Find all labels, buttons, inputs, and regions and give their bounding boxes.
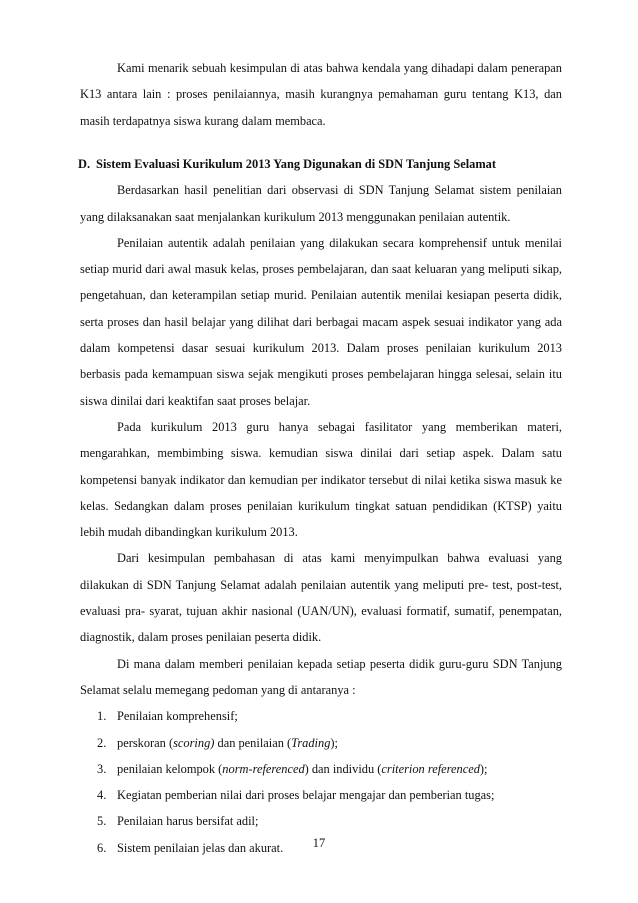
- list-text: penilaian kelompok (: [117, 761, 223, 776]
- section-heading: [78, 151, 562, 177]
- body-paragraph: Dari kesimpulan pembahasan di atas kami menyimpulkan bahwa evaluasi yang dilakukan di SDN Tanjung Selamat adalah penilaian autentik yang meliputi pre- test, post-test, evaluasi pra- syarat, tujuan akhir nasional (UAN/UN), evaluasi formatif, sumatif, penempatan, diagnostik, dalam proses penilaian peserta didik.: [80, 551, 562, 645]
- list-number: 3.: [97, 761, 107, 776]
- body-paragraph: Penilaian autentik adalah penilaian yang dilakukan secara komprehensif untuk menilai setiap murid dari awal masuk kelas, proses pembelajaran, dan saat keluaran yang meliputi sikap, pengetahuan, dan keterampilan setiap murid. Penilaian autentik menilai kesiapan peserta didik, serta proses dan hasil belajar yang dilihat dari berbagai macam aspek sesuai indikator yang ada dalam kompetensi dasar sesuai kurikulum 2013. Dalam proses penilaian kurikulum 2013 berbasis pada kemampuan siswa sejak mengikuti proses pembelajaran hingga selesai, selain itu siswa dinilai dari keaktifan saat proses belajar.: [80, 235, 562, 408]
- list-number: 1.: [97, 709, 107, 724]
- list-term: scoring): [173, 735, 215, 750]
- list-text: ) dan individu (: [304, 761, 382, 776]
- list-number: 2.: [97, 735, 107, 750]
- list-text: dan penilaian (: [214, 735, 292, 750]
- list-text: Penilaian harus bersifat adil;: [117, 814, 259, 829]
- body-paragraph: Pada kurikulum 2013 guru hanya sebagai fasilitator yang memberikan materi, mengarahkan, membimbing siswa. kemudian siswa dinilai dari setiap aspek. Dalam satu kompetensi banyak indikator dan kemudian per indikator tersebut di nilai ketika siswa masuk ke kelas. Sedangkan dalam proses penilaian kurikulum tingkat satuan pendidikan (KTSP) yaitu lebih mudah dibandingkan kurikulum 2013.: [80, 419, 562, 540]
- page-number: 17: [312, 836, 326, 850]
- list-term: Trading: [291, 735, 331, 750]
- list-item: [80, 782, 562, 808]
- body-paragraph: Berdasarkan hasil penelitian dari observasi di SDN Tanjung Selamat sistem penilaian yang dilaksanakan saat menjalankan kurikulum 2013 menggunakan penilaian autentik.: [80, 183, 562, 224]
- section-d: [80, 151, 562, 861]
- section-number: D.: [78, 157, 91, 171]
- section-title: Sistem Evaluasi Kurikulum 2013 Yang Digunakan di SDN Tanjung Selamat: [96, 157, 496, 171]
- list-item: [80, 756, 562, 782]
- list-item: [80, 808, 562, 834]
- list-number: 6.: [97, 840, 107, 855]
- list-text: );: [479, 761, 488, 776]
- list-term: norm-referenced: [222, 761, 305, 776]
- list-number: 5.: [97, 814, 107, 829]
- intro-block: [80, 55, 562, 134]
- list-text: Sistem penilaian jelas dan akurat.: [117, 840, 284, 855]
- list-text: );: [330, 735, 338, 750]
- list-term: criterion referenced: [381, 761, 480, 776]
- list-text: Kegiatan pemberian nilai dari proses belajar mengajar dan pemberian tugas;: [117, 788, 495, 803]
- list-number: 4.: [97, 788, 107, 803]
- list-item: [80, 730, 562, 756]
- body-paragraph: Di mana dalam memberi penilaian kepada setiap peserta didik guru-guru SDN Tanjung Selamat selalu memegang pedoman yang di antaranya :: [80, 656, 562, 697]
- list-text: perskoran (: [117, 735, 174, 750]
- list-text: Penilaian komprehensif;: [117, 709, 238, 724]
- list-item: [80, 703, 562, 729]
- intro-paragraph: Kami menarik sebuah kesimpulan di atas bahwa kendala yang dihadapi dalam penerapan K13 antara lain : proses penilaiannya, masih kurangnya pemahaman guru tentang K13, dan masih terdapatnya siswa kurang dalam membaca.: [80, 61, 562, 128]
